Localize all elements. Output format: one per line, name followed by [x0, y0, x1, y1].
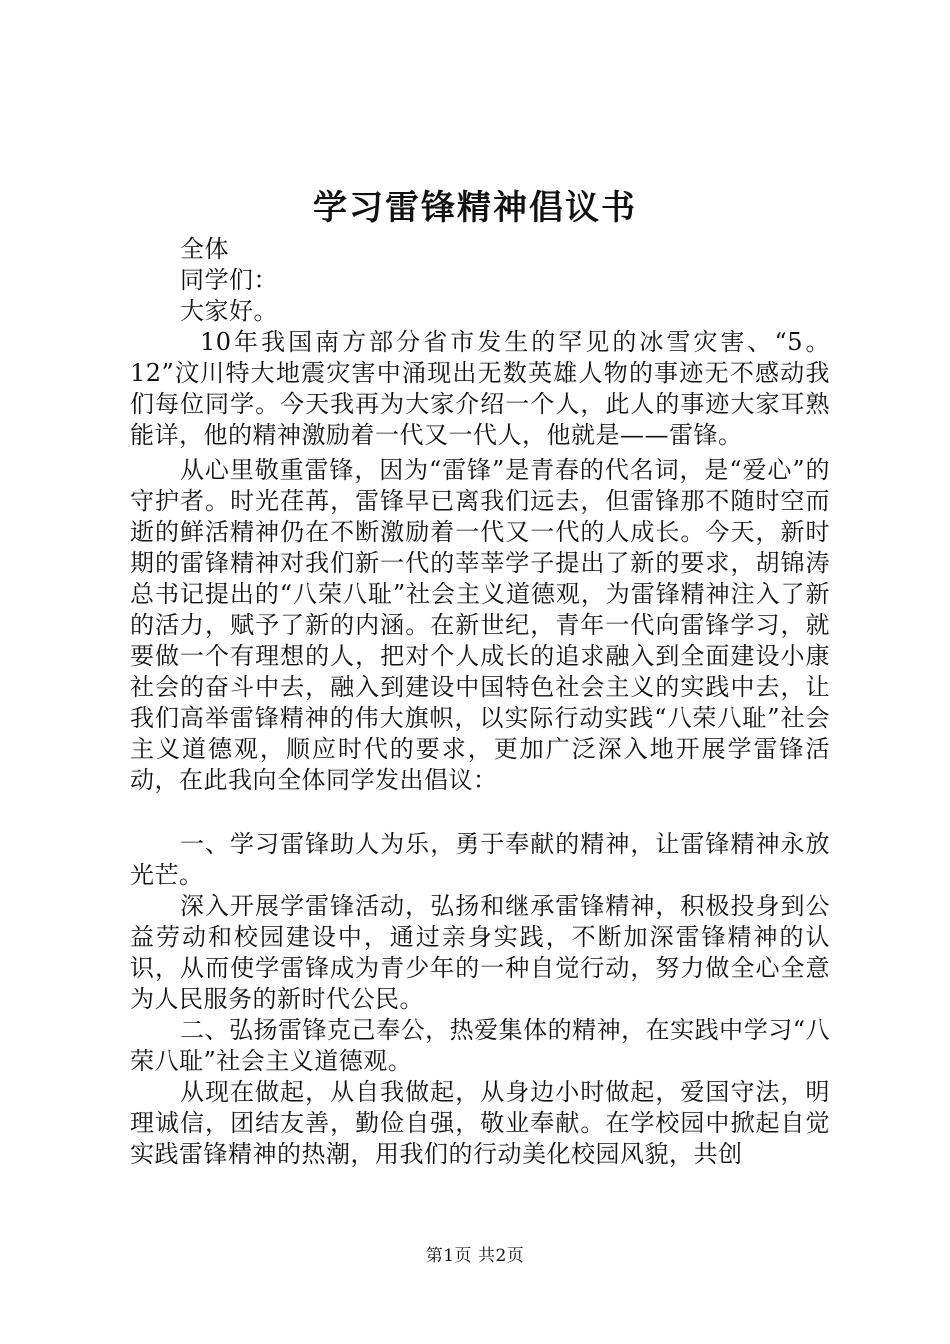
salutation-line-1: 全体 [180, 235, 229, 263]
proposal-body-1: 深入开展学雷锋活动，弘扬和继承雷锋精神，积极投身到公益劳动和校园建设中，通过亲身实践，不断加深雷锋精神的认识，从而使学雷锋成为青少年的一种自觉行动，努力做全心全意为人民服务的新时代公民。 [130, 892, 830, 1013]
salutation-line-2: 同学们： [180, 266, 278, 294]
page-number: 第1页 共2页 [425, 1246, 525, 1266]
proposal-heading-1: 一、学习雷锋助人为乐，勇于奉献的精神，让雷锋精神永放光芒。 [130, 830, 830, 889]
paragraph-main: 从心里敬重雷锋，因为“雷锋”是青春的代名词，是“爱心”的守护者。时光荏苒，雷锋早已离我们远去，但雷锋那不随时空而逝的鲜活精神仍在不断激励着一代又一代的人成长。今天，新时期的雷锋精神对我们新一代的莘莘学子提出了新的要求，胡锦涛总书记提出的“八荣八耻”社会主义道德观，为雷锋精神注入了新的活力，赋予了新的内涵。在新世纪，青年一代向雷锋学习，就要做一个有理想的人，把对个人成长的追求融入到全面建设小康社会的奋斗中去，融入到建设中国特色社会主义的实践中去，让我们高举雷锋精神的伟大旗帜，以实际行动实践“八荣八耻”社会主义道德观，顺应时代的要求，更加广泛深入地开展学雷锋活动，在此我向全体同学发出倡议： [130, 456, 830, 794]
paragraph-intro: 10年我国南方部分省市发生的罕见的冰雪灾害、“5。12”汶川特大地震灾害中涌现出无数英雄人物的事迹无不感动我们每位同学。今天我再为大家介绍一个人，此人的事迹大家耳熟能详，他的精神激励着一代又一代人，他就是——雷锋。 [130, 328, 830, 449]
proposal-body-2: 从现在做起，从自我做起，从身边小时做起，爱国守法，明理诚信，团结友善，勤俭自强，敬业奉献。在学校园中掀起自觉实践雷锋精神的热潮，用我们的行动美化校园风貌，共创 [130, 1078, 830, 1168]
greeting-line: 大家好。 [180, 297, 278, 325]
document-title: 学习雷锋精神倡议书 [313, 188, 637, 228]
document-body [130, 234, 830, 1170]
proposal-heading-2: 二、弘扬雷锋克己奉公，热爱集体的精神，在实践中学习“八荣八耻”社会主义道德观。 [130, 1016, 830, 1075]
